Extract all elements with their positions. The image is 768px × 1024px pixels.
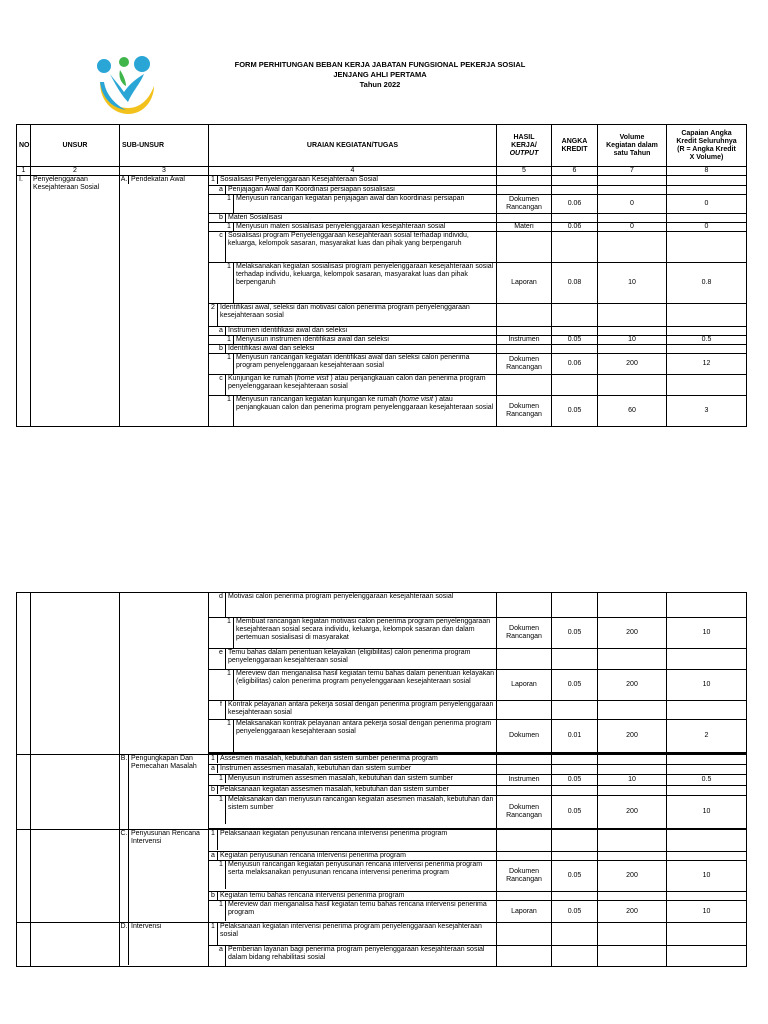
col-num: 4: [209, 167, 497, 176]
institution-logo: [94, 52, 158, 116]
workload-table-page-1: [16, 124, 747, 427]
table-row: 1 Melaksanakan kegiatan sosialisasi program penyelenggaraan kesejahteraan sosial terhadap individu, keluarga, kelompok sasaran, masyarakat luas dan pihak berpengaruh Laporan 0.08 10 0.8: [17, 263, 747, 304]
table-row: 1 Menyusun rancangan kegiatan penjajagan awal dan koordinasi persiapan Dokumen Rancangan 0.06 0 0: [17, 195, 747, 214]
table-row: [17, 176, 747, 186]
col-no-header: NO: [17, 125, 31, 167]
table-row: 1 Menyusun instrumen assesmen masalah, kebutuhan dan sistem sumber Instrumen 0.05 10 0.5: [17, 775, 747, 785]
col-num: 1: [17, 167, 31, 176]
col-num: 6: [552, 167, 598, 176]
col-num: 2: [31, 167, 120, 176]
table-row: D. Intervensi 1 Pelaksanaan kegiatan intervensi penerima program penyelenggaraan kesejahteraan sosial: [17, 923, 747, 946]
unsur-label: Penyelenggaraan Kesejahteraan Sosial: [31, 176, 120, 427]
table-row: b Identifikasi awal dan seleksi: [17, 345, 747, 354]
uraian-cell: 1 Sosialisasi Penyelenggaraan Kesejahteraan Sosial: [209, 176, 497, 186]
document-year: Tahun 2022: [359, 80, 401, 89]
col-capaian-header: Capaian Angka Kredit Seluruhnya (R = Angka Kredit X Volume): [667, 125, 747, 167]
col-num: 5: [497, 167, 552, 176]
table-row: C. Penyusunan Rencana Intervensi 1 Pelaksanaan kegiatan penyusunan rencana intervensi penerima program: [17, 830, 747, 852]
column-number-row: [17, 167, 747, 176]
table-row: 1 Membuat rancangan kegiatan motivasi calon penerima program penyelenggaraan kesejahteraan sosial secara individu, keluarga, kelompok sasaran dan dalam pertemuan sosialisasi di masyarakat Dokumen Rancangan 0.05 200 10: [17, 618, 747, 649]
col-unsur-header: UNSUR: [31, 125, 120, 167]
table-row: f Kontrak pelayanan antara pekerja sosial dengan penerima program penyelenggaraan kesejahteraan sosial: [17, 701, 747, 720]
document-subtitle: JENJANG AHLI PERTAMA: [333, 70, 427, 79]
table-row: b Materi Sosialisasi: [17, 214, 747, 223]
col-volume-header: Volume Kegiatan dalam satu Tahun: [598, 125, 667, 167]
col-hasil-header: HASIL KERJA/ OUTPUT: [497, 125, 552, 167]
table-row: 1 Mereview dan menganalisa hasil kegiatan temu bahas dalam penentuan kelayakan (eligibilitas) calon penerima program penyelenggaraan kesejahteraan sosial Laporan 0.05 200 10: [17, 670, 747, 701]
table-row: 1 Mereview dan menganalisa hasil kegiatan temu bahas rencana intervensi penerima program Laporan 0.05 200 10: [17, 901, 747, 923]
unsur-number: I.: [17, 176, 31, 427]
table-row: 1 Menyusun rancangan kegiatan penyusunan rencana intervensi penerima program serta melaksanakan penyusunan rencana intervensi penerima program Dokumen Rancangan 0.05 200 10: [17, 861, 747, 891]
col-num: 8: [667, 167, 747, 176]
table-row: 1 Melaksanakan dan menyusun rancangan kegiatan asesmen masalah, kebutuhan dan sistem sumber Dokumen Rancangan 0.05 200 10: [17, 795, 747, 828]
table-row: a Penjajagan Awal dan Koordinasi persiapan sosialisasi: [17, 186, 747, 195]
document-header: [180, 60, 580, 90]
table-row: a Instrumen identifikasi awal dan seleksi: [17, 327, 747, 336]
workload-table-page-2: [16, 592, 747, 967]
table-row: e Temu bahas dalam penentuan kelayakan (eligibilitas) calon penerima program penyelenggaraan kesejahteraan sosial: [17, 649, 747, 670]
col-subunsur-header: SUB-UNSUR: [120, 125, 209, 167]
table-row: 1 Menyusun rancangan kegiatan identifikasi awal dan seleksi calon penerima program penyelenggaraan kesejahteraan sosial Dokumen Rancangan 0.06 200 12: [17, 354, 747, 375]
col-angka-header: ANGKA KREDIT: [552, 125, 598, 167]
table-row: b Kegiatan temu bahas rencana intervensi penerima program: [17, 891, 747, 900]
table-row: 1 Menyusun materi sosialisasi penyelenggaraan kesejahteraan sosial Materi 0.06 0 0: [17, 223, 747, 232]
table-row: 1 Menyusun rancangan kegiatan kunjungan ke rumah (home visit ) atau penjangkauan calon dan penerima program penyelenggaraan kesejahteraan sosial Dokumen Rancangan 0.05 60 3: [17, 396, 747, 427]
subunsur-cell: C. Penyusunan Rencana Intervensi: [120, 830, 209, 923]
subunsur-cell: B. Pengungkapan Dan Pemecahan Masalah: [120, 755, 209, 830]
subunsur-cell: D. Intervensi: [120, 923, 209, 967]
col-num: 7: [598, 167, 667, 176]
table-row: 1 Melaksanakan kontrak pelayanan antara pekerja sosial dengan penerima program penyelenggaraan kesejahteraan sosial Dokumen 0.01 200 2: [17, 720, 747, 753]
table-header-row: [17, 125, 747, 167]
document-title: FORM PERHITUNGAN BEBAN KERJA JABATAN FUNGSIONAL PEKERJA SOSIAL: [234, 60, 526, 69]
subunsur-cell: A. Pendekatan Awal: [120, 176, 209, 427]
table-row: a Instrumen assesmen masalah, kebutuhan dan sistem sumber: [17, 765, 747, 775]
table-row: c Kunjungan ke rumah (home visit ) atau penjangkauan calon dan penerima program penyelenggaraan kesejahteraan sosial: [17, 375, 747, 396]
table-row: b Pelaksanaan kegiatan assesmen masalah, kebutuhan dan sistem sumber: [17, 785, 747, 795]
col-num: 3: [120, 167, 209, 176]
table-row: B. Pengungkapan Dan Pemecahan Masalah 1 Assesmen masalah, kebutuhan dan sistem sumber penerima program: [17, 755, 747, 765]
table-row: 2 Identifikasi awal, seleksi dan motivasi calon penerima program penyelenggaraan kesejahteraan sosial: [17, 304, 747, 327]
table-row: 1 Menyusun instrumen identifikasi awal dan seleksi Instrumen 0.05 10 0.5: [17, 336, 747, 345]
table-row: a Pemberian layanan bagi penerima program penyelenggaraan kesejahteraan sosial dalam bidang rehabilitasi sosial: [17, 946, 747, 967]
table-row: c Sosialisasi program Penyelenggaraan kesejahteraan sosial terhadap individu, keluarga, kelompok sasaran, masyarakat luas dan pihak yang berpengaruh: [17, 232, 747, 263]
table-row: a Kegiatan penyusunan rencana intervensi penerima program: [17, 851, 747, 860]
col-uraian-header: URAIAN KEGIATAN/TUGAS: [209, 125, 497, 167]
table-row: d Motivasi calon penerima program penyelenggaraan kesejahteraan sosial: [17, 593, 747, 618]
